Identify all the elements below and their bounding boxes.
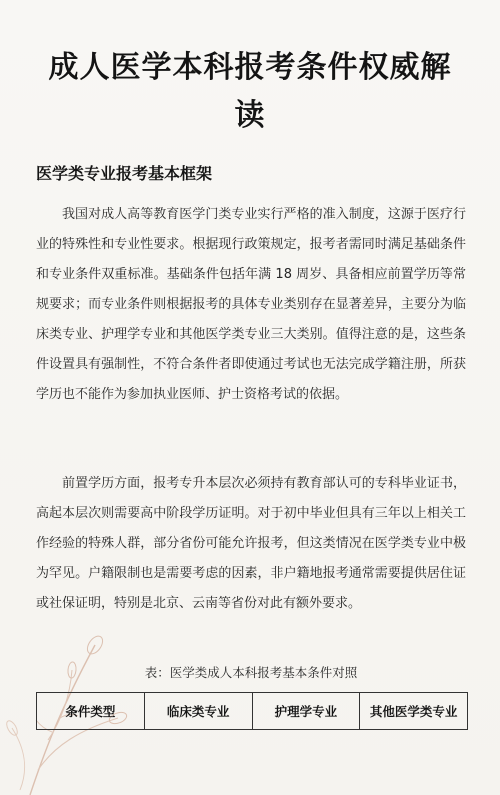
table-caption: 表：医学类成人本科报考基本条件对照 xyxy=(144,665,358,680)
page-title: 成人医学本科报考条件权威解读 xyxy=(48,50,452,133)
conditions-table xyxy=(36,692,468,730)
body-paragraph: 我国对成人高等教育医学门类专业实行严格的准入制度，这源于医疗行业的特殊性和专业性要求。根据现行政策规定，报考者需同时满足基础条件和专业条件双重标准。基础条件包括年满 18 周岁、具备相应前置学历等常规要求；而专业条件则根据报考的具体专业类别存在显著差异，主要分为临床类专业、护理学专业和其他医学类专业三大类别。值得注意的是，这些条件设置具有强制性，不符合条件者即使通过考试也无法完成学籍注册，所获学历也不能作为参加执业医师、护士资格考试的依据。 xyxy=(36,207,466,402)
table-header-cell: 临床类专业 xyxy=(144,693,252,730)
table-header-row xyxy=(37,693,468,730)
body-paragraph: 前置学历方面，报考专升本层次必须持有教育部认可的专科毕业证书，高起本层次则需要高中阶段学历证明。对于初中毕业但具有三年以上相关工作经验的特殊人群，部分省份可能允许报考，但这类情况在医学类专业中极为罕见。户籍限制也是需要考虑的因素，非户籍地报考通常需要提供居住证或社保证明，特别是北京、云南等省份对此有额外要求。 xyxy=(36,476,466,611)
table-header-cell: 护理学专业 xyxy=(252,693,360,730)
section-heading: 医学类专业报考基本框架 xyxy=(36,164,213,183)
table-header-cell: 其他医学类专业 xyxy=(360,693,468,730)
table-header-cell: 条件类型 xyxy=(37,693,145,730)
